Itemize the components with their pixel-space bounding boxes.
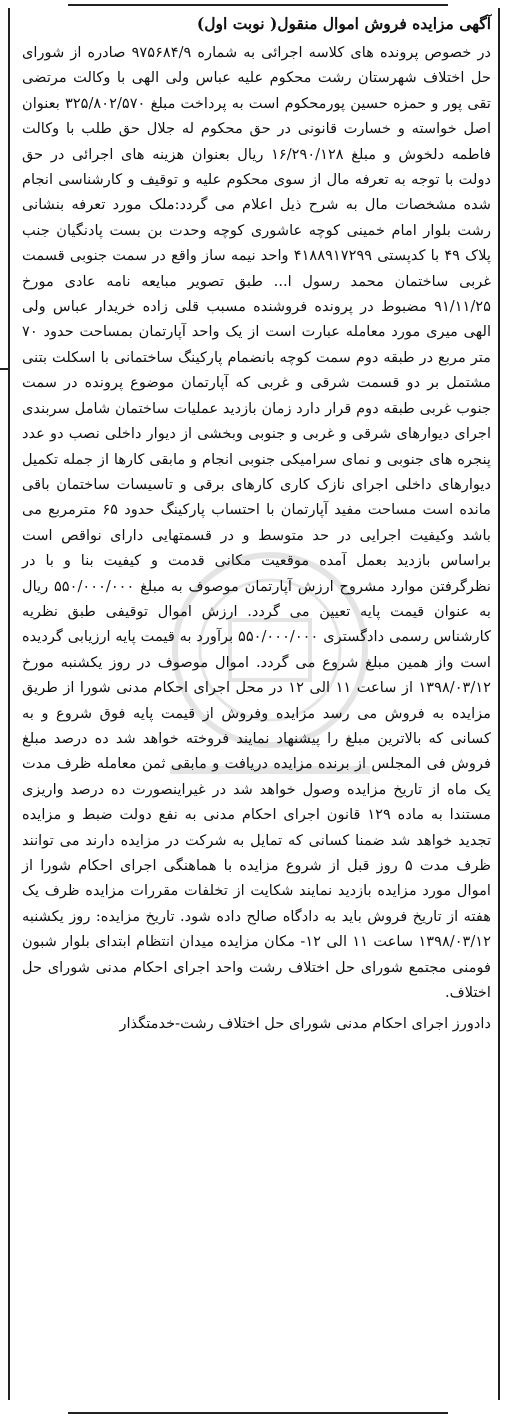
- notice-signature: دادورز اجرای احکام مدنی شورای حل اختلاف رشت-خدمتگذار: [119, 1015, 491, 1033]
- top-rule: [68, 4, 448, 6]
- notice-content: [22, 10, 491, 1051]
- notice-body: در خصوص پرونده های کلاسه اجرائی به شماره ۹۷۵۶۸۴/۹ صادره از شورای حل اختلاف شهرستان رشت محکوم علیه عباس ولی الهی با وکالت مرتضی تقی پور و حمزه حسین پورمحکوم است به پرداخت مبلغ ۳۲۵/۸۰۲/۵۷۰ بعنوان اصل خواسته و خسارت قانونی در حق محکوم له جلال حق طلب با وکالت فاطمه دلخوش و مبلغ ۱۶/۲۹۰/۱۲۸ ریال بعنوان هزینه های اجرائی در حق دولت با توجه به تعرفه مال از سوی محکوم علیه و توقیف و کارشناسی انجام شده مشخصات مال به شرح ذیل اعلام می گردد:ملک مورد تعرفه بنشانی رشت بلوار امام خمینی کوچه عاشوری کوچه وحدت بن بست پادنگیان جنب پلاک ۴۹ با کدپستی ۴۱۸۸۹۱۷۲۹۹ واحد نیمه ساز واقع در سمت جنوبی قسمت غربی ساختمان محمد رسول ا... طبق تصویر مبایعه نامه عادی مورخ ۹۱/۱۱/۲۵ مضبوط در پرونده فروشنده مسبب قلی زاده خریدار عباس ولی الهی میری مورد معامله عبارت است از یک واحد آپارتمان بمساحت حدود ۷۰ متر مربع در طبقه دوم سمت کوچه بانضمام پارکینگ ساختمانی با اسکلت بتنی مشتمل بر دو قسمت شرقی و غربی که آپارتمان موضوع پرونده در سمت جنوب غربی طبقه دوم قرار دارد زمان بازدید عملیات ساختمان شامل سربندی اجرای دیوارهای شرقی و غربی و جنوبی وبخشی از دیوار داخلی نصب دو عدد پنجره های جنوبی و نمای سرامیکی جنوبی انجام و مابقی کارها از جمله تکمیل دیوارهای داخلی اجرای نازک کاری کارهای برقی و تاسیسات ساختمان باقی مانده است مساحت مفید آپارتمان با احتساب پارکینگ حدود ۶۵ مترمربع می باشد وکیفیت اجرایی در حد متوسط و در قسمتهایی دارای نواقص است براساس بازدید بعمل آمده موقعیت مکانی قدمت و کیفیت بنا و با در نظرگرفتن موارد مشروح ارزش آپارتمان موصوف به مبلغ ۵۵۰/۰۰۰/۰۰۰ ریال به عنوان قیمت پایه تعیین می گردد. ارزش اموال توقیفی طبق نظریه کارشناس رسمی دادگستری ۵۵۰/۰۰۰/۰۰۰ برآورد به قیمت پایه ارزیابی گردیده است واز همین مبلغ شروع می گردد. اموال موصوف در روز یکشنبه مورخ ۱۳۹۸/۰۳/۱۲ از ساعت ۱۱ الی ۱۲ در محل اجرای احکام مدنی شورا از طریق مزایده به فروش می رسد مزایده وفروش از قیمت پایه فوق شروع و به کسانی که بالاترین مبلغ را پیشنهاد نمایند فروخته خواهد شد ده درصد مبلغ فروش فی المجلس از برنده مزایده دریافت و مابقی ثمن معامله ظرف مدت یک ماه از تاریخ مزایده وصول خواهد شد در غیراینصورت ده درصد واریزی مستندا به ماده ۱۲۹ قانون اجرای احکام مدنی به نفع دولت ضبط و مزایده تجدید خواهد شد ضمنا کسانی که تمایل به شرکت در مزایده دارند می توانند ظرف مدت ۵ روز قبل از شروع مزایده با هماهنگی اجرای احکام شورا از اموال مورد مزایده بازدید نمایند شکایت از تخلفات مقررات مزایده ظرف یک هفته از تاریخ فروش باید به دادگاه صالح داده شود. تاریخ مزایده: روز یکشنبه ۱۳۹۸/۰۳/۱۲ ساعت ۱۱ الی ۱۲- مکان مزایده میدان انتظام ابتدای بلوار شبون فومنی مجتمع شورای حل اختلاف رشت واحد اجرای احکام مدنی شورای حل اختلاف.: [22, 44, 492, 1002]
- bottom-rule: [68, 1412, 448, 1414]
- side-tick-mark: [0, 368, 8, 370]
- notice-title: آگهی مزایده فروش اموال منقول( نوبت اول): [196, 14, 491, 33]
